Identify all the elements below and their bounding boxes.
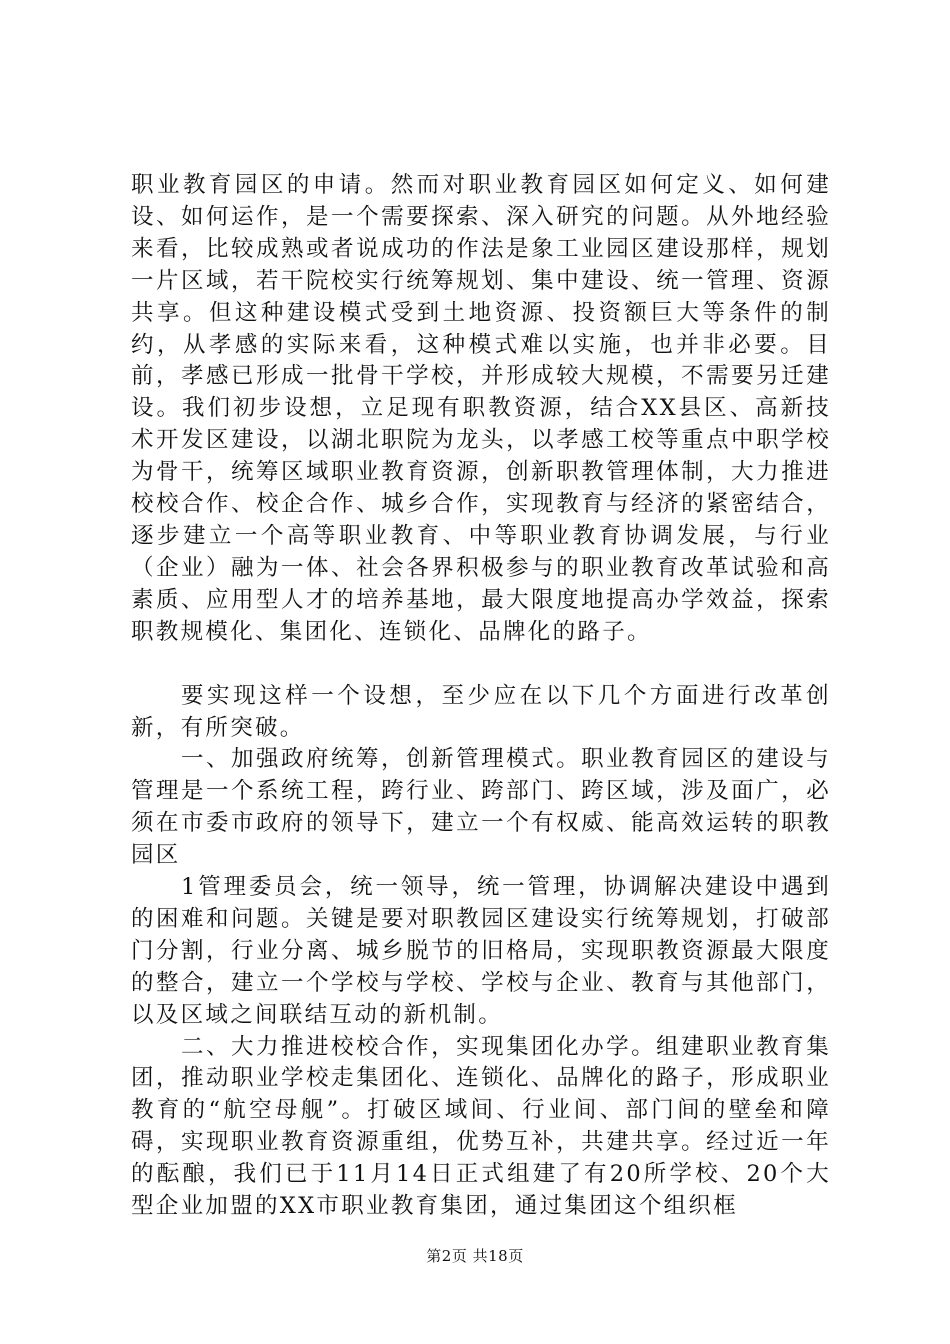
document-body (131, 170, 831, 1223)
paragraph-spacer (131, 649, 831, 681)
paragraph-continuation: 职业教育园区的申请。然而对职业教育园区如何定义、如何建设、如何运作，是一个需要探索、深入研究的问题。从外地经验来看，比较成熟或者说成功的作法是象工业园区建设那样，规划一片区域，若干院校实行统筹规划、集中建设、统一管理、资源共享。但这种建设模式受到土地资源、投资额巨大等条件的制约，从孝感的实际来看，这种模式难以实施，也并非必要。目前，孝感已形成一批骨干学校，并形成较大规模，不需要另迁建设。我们初步设想，立足现有职教资源，结合XX县区、高新技术开发区建设，以湖北职院为龙头，以孝感工校等重点中职学校为骨干，统筹区域职业教育资源，创新职教管理体制，大力推进校校合作、校企合作、城乡合作，实现教育与经济的紧密结合，逐步建立一个高等职业教育、中等职业教育协调发展，与行业（企业）融为一体、社会各界积极参与的职业教育改革试验和高素质、应用型人才的培养基地，最大限度地提高办学效益，探索职教规模化、集团化、连锁化、品牌化的路子。 (131, 172, 831, 645)
paragraph-management-committee: 1管理委员会，统一领导，统一管理，协调解决建设中遇到的困难和问题。关键是要对职教园区建设实行统筹规划，打破部门分割，行业分离、城乡脱节的旧格局，实现职教资源最大限度的整合，建立一个学校与学校、学校与企业、教育与其他部门，以及区域之间联结互动的新机制。 (131, 874, 831, 1028)
paragraph-intro-reforms: 要实现这样一个设想，至少应在以下几个方面进行改革创新，有所突破。 (131, 682, 831, 741)
page-number-label: 第2页 共18页 (426, 1247, 524, 1265)
paragraph-section-one: 一、加强政府统筹，创新管理模式。职业教育园区的建设与管理是一个系统工程，跨行业、跨部门、跨区域，涉及面广，必须在市委市政府的领导下，建立一个有权威、能高效运转的职教园区 (131, 746, 831, 869)
paragraph-section-two: 二、大力推进校校合作，实现集团化办学。组建职业教育集团，推动职业学校走集团化、连锁化、品牌化的路子，形成职业教育的“航空母舰”。打破区域间、行业间、部门间的壁垒和障碍，实现职业教育资源重组，优势互补，共建共享。经过近一年的酝酿，我们已于11月14日正式组建了有20所学校、20个大型企业加盟的XX市职业教育集团，通过集团这个组织框 (131, 1033, 831, 1220)
page-footer (0, 1245, 950, 1266)
